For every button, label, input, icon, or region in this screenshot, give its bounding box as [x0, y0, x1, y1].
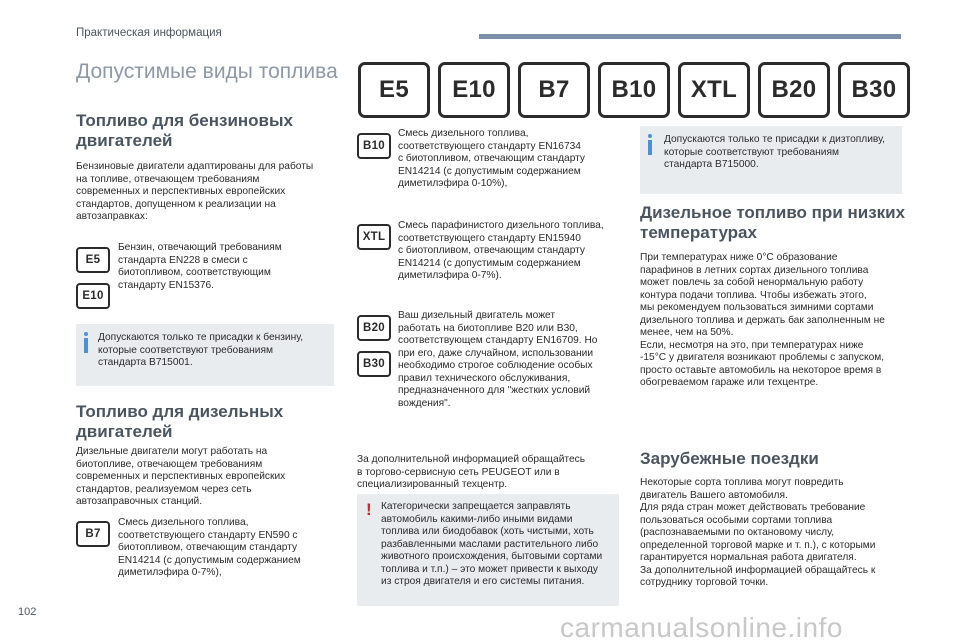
petrol-intro: Бензиновые двигатели адаптированы для работы на топливе, отвечающем требованиям современных и перспективных европейских стандартов, допущенном к реализации на автозаправках: — [76, 161, 314, 222]
info-icon — [648, 134, 651, 156]
contact-paragraph: За дополнительной информацией обращайтесь в торгово-сервисную сеть PEUGEOT или в специализированный техцентр. — [357, 454, 586, 490]
badge-b20: B20 — [758, 62, 830, 118]
diesel-heading: Топливо для дизельных двигателей — [76, 402, 284, 441]
b10-description: Смесь дизельного топлива, соответствующего стандарту EN16734 с биотопливом, отвечающим стандарту EN14214 (с допустимым содержанием диметилэфира 0-10%), — [398, 128, 586, 189]
badge-b7-small: B7 — [76, 521, 110, 547]
badge-b10-small: B10 — [357, 133, 391, 159]
badge-e5-small: E5 — [76, 247, 110, 273]
badge-e10-small: E10 — [76, 283, 110, 309]
warning-icon: ! — [366, 500, 372, 519]
petrol-info-box: Допускаются только те присадки к бензину, которые соответствуют требованиям стандарта B715001. — [76, 324, 334, 386]
section-label: Практическая информация — [76, 27, 222, 39]
diesel-info-box: Допускаются только те присадки к дизтопливу, которые соответствуют требованиям стандарта B715000. — [640, 126, 902, 194]
badge-b20-small: B20 — [357, 315, 391, 341]
fuel-badge-row — [358, 62, 910, 118]
badge-b30: B30 — [838, 62, 910, 118]
header-rule — [479, 34, 901, 39]
watermark: carmanualsonline.info — [560, 612, 843, 643]
page-title: Допустимые виды топлива — [76, 60, 338, 83]
badge-xtl: XTL — [678, 62, 750, 118]
diesel-intro: Дизельные двигатели могут работать на биотопливе, отвечающем требованиям современных и перспективных европейских стандартов, реализуемом через сеть автозаправочных станций. — [76, 446, 286, 507]
cold-paragraph: При температурах ниже 0°C образование парафинов в летних сортах дизельного топлива может повлечь за собой ненормальную работу контура подачи топлива. Чтобы избежать этого, мы рекомендуем пользоваться зимними сортами дизельного топлива и держать бак заполненным не менее, чем на 50%. Если, несмотря на это, при температурах ниже -15°C у двигателя возникают проблемы с запуском, просто оставьте автомобиль на некоторое время в обогреваемом гараже или техцентре. — [640, 252, 885, 388]
badge-e10: E10 — [438, 62, 510, 118]
badge-b7: B7 — [518, 62, 590, 118]
abroad-heading: Зарубежные поездки — [640, 449, 819, 468]
badge-b10: B10 — [598, 62, 670, 118]
badge-b30-small: B30 — [357, 351, 391, 377]
b20-b30-description: Ваш дизельный двигатель может работать на биотопливе B20 или B30, соответствующем стандарту EN16709. Но при его, даже случайном, использовании необходимо строгое соблюдение особых правил технического обслуживания, предназначенного для "жестких условий вождения". — [398, 310, 598, 409]
info-icon — [84, 332, 87, 354]
badge-e5: E5 — [358, 62, 430, 118]
page-number: 102 — [18, 606, 37, 618]
petrol-e-description: Бензин, отвечающий требованиям стандарта EN228 в смеси с биотопливом, соответствующим стандарту EN15376. — [118, 242, 282, 291]
diesel-b7-description: Смесь дизельного топлива, соответствующего стандарту EN590 с биотопливом, отвечающим стандарту EN14214 (с допустимым содержанием диметилэфира 0-7%), — [118, 517, 301, 578]
cold-heading: Дизельное топливо при низких температурах — [640, 203, 906, 242]
petrol-heading: Топливо для бензиновых двигателей — [76, 111, 293, 150]
xtl-description: Смесь парафинистого дизельного топлива, соответствующего стандарту EN15940 с биотопливом, отвечающим стандарту EN14214 (с допустимым содержанием диметилэфира 0-7%). — [398, 220, 604, 281]
abroad-paragraph: Некоторые сорта топлива могут повредить двигатель Вашего автомобиля. Для ряда стран может действовать требование пользоваться особыми сортами топлива (распознаваемыми по октановому числу, определенной торговой марке и т. п.), с которыми гарантируется нормальная работа двигателя. За дополнительной информацией обращайтесь к сотруднику торговой точки. — [640, 477, 876, 588]
warning-box: ! Категорически запрещается заправлять автомобиль какими-либо иными видами топлива или биодобавок (хоть чистыми, хоть разбавленными маслами растительного либо животного происхождения, бытовыми сортами топлива и т.п.) – это может привести к выходу из строя двигателя и его системы питания. — [357, 494, 619, 606]
badge-xtl-small: XTL — [357, 224, 391, 250]
